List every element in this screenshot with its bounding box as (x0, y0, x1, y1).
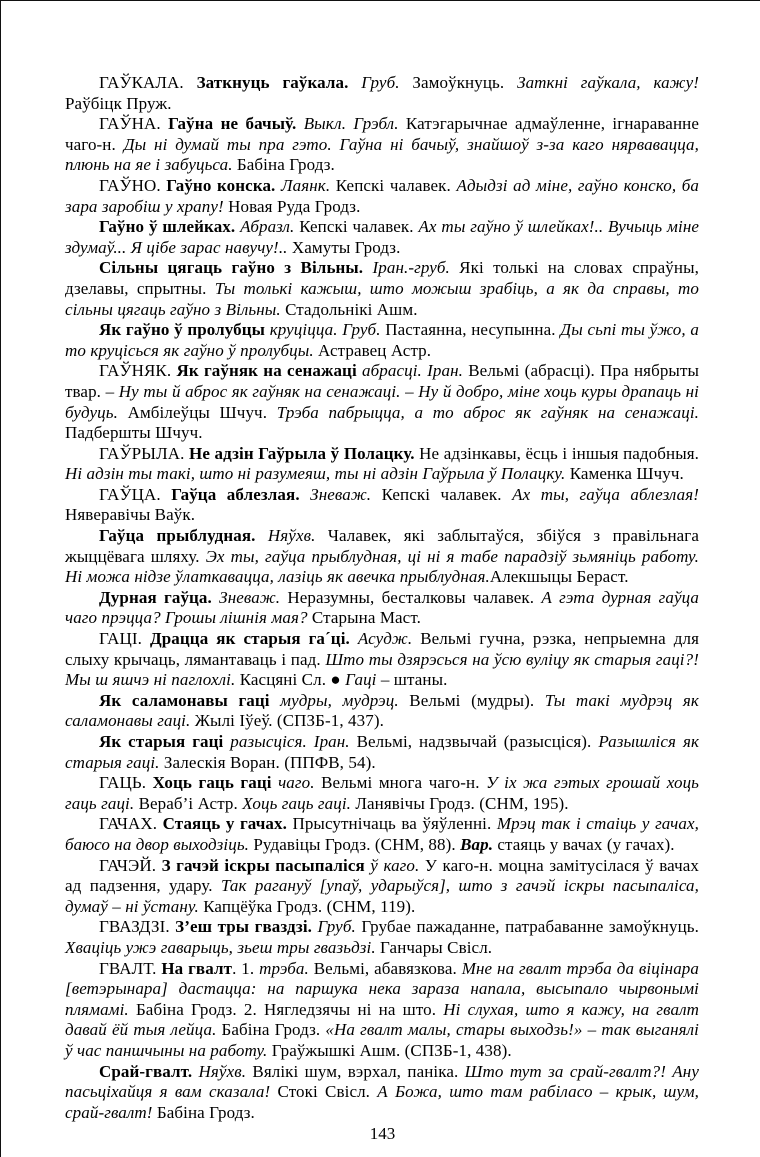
text-run: Як гаўняк на сенажаці (176, 361, 363, 381)
text-run: Няверавічы Ваўк. (65, 505, 196, 525)
text-run: Вельмі (мудры). (409, 690, 545, 710)
text-run: Ах ты, гаўца аблезлая! (512, 484, 699, 504)
text-run: Зневаж. (219, 587, 288, 607)
entry-paragraph (65, 732, 699, 773)
text-run: ГАЦЬ. (99, 773, 153, 793)
text-run: мудры, мудрэц. (280, 690, 410, 710)
entry-paragraph (65, 1062, 699, 1124)
text-run: Як саламонавы гаці (99, 690, 281, 710)
text-run: Хоць гаць гаці (152, 773, 279, 793)
text-run: Катэгарычнае адмаўленне, ігнараванне чаго-н. (65, 114, 699, 154)
text-run: Гаўно конска. (166, 175, 282, 195)
text-run: Капцёўка Гродз. (СНМ, 119). (203, 896, 416, 916)
entry-paragraph (65, 176, 699, 217)
text-run: Ты толькі кажыш, што можыш зрабіць, а як да справы, то сільны цягаць гаўно з Вільны. (65, 278, 699, 319)
entry-paragraph (65, 629, 699, 691)
text-run: Бабіна Гродз. 2. Нягледзячы ні на што. (135, 999, 444, 1019)
text-run: З гачэй іскры пасыпаліся (161, 855, 371, 875)
entry-paragraph (65, 814, 699, 855)
text-run: ГВАЛТ. (99, 958, 162, 978)
text-run: Як гаўно ў пролубцы (99, 320, 270, 340)
text-run: Разышліся як старыя гаці. (65, 732, 699, 772)
text-run: Няўхв. (267, 526, 328, 546)
text-run: Вялікі шум, вэрхал, паніка. (252, 1061, 465, 1081)
text-run: абрасці. Іран. (362, 361, 469, 381)
text-run: Груб. (317, 917, 362, 937)
text-run: Вельмі, абавязкова. (313, 958, 462, 978)
text-run: Абразл. (240, 217, 300, 237)
entry-paragraph (65, 217, 699, 258)
text-run: . 1. (232, 958, 260, 978)
text-run: Асудж. (357, 629, 421, 649)
text-run: Ды сьпі ты ўжо, а то круцісься як гаўно ў пролубцы. (65, 320, 700, 360)
text-run: Хоць гаць гаці. (242, 793, 356, 813)
text-run: Граўжышкі Ашм. (СПЗБ-1, 438). (271, 1040, 512, 1060)
text-run: Вельмі многа чаго-н. (321, 773, 487, 793)
text-run: На гвалт (161, 958, 233, 978)
text-run: Мне на гвалт трэба да віцінара [ветэрынара] дастацца: на паршука нека зараза напала, высыпало чырвонымі плямамі. (65, 958, 699, 1019)
text-run: ГАЧЭЙ. (99, 855, 162, 875)
text-run: разысціся. Іран. (230, 732, 357, 751)
text-run: Ды ні думай ты пра гэто. Гаўна ні бачыў, знайшоў з-за каго нярвавацца, плюнь на яе і забуцьса. (65, 134, 699, 175)
text-run: Гаўца аблезлая. (171, 484, 311, 504)
text-run: Каменка Шчуч. (569, 464, 684, 484)
text-run: Дурная гаўца. (99, 587, 220, 607)
text-run: «На гвалт малы, стары выходзь!» – так выганялі ў час паншчыны на работу. (65, 1020, 699, 1060)
text-run: Амбілеўцы Шчуч. (127, 402, 277, 422)
text-run: Новая Руда Гродз. (228, 196, 361, 216)
text-run: Рудавіцы Гродз. (СНМ, 88). (253, 834, 461, 854)
text-run: Касцяні Сл. ● (239, 670, 346, 690)
text-run: Чалавек, які заблытаўся, збіўся з правільнага жыццёвага шляху. (65, 526, 700, 566)
text-run: трэба. (259, 958, 314, 978)
text-run: ГАЎНЯК. (99, 361, 177, 381)
text-run: стаяць у вачах (у гачах). (497, 834, 675, 854)
text-run: Гаўно ў шлейках. (99, 217, 241, 237)
text-run: ГВАЗДЗІ. (99, 917, 176, 937)
text-run: Ні адзін ты такі, што ні разумеяш, ты ні адзін Гаўрыла ў Полацку. (65, 464, 570, 484)
text-run: Ланявічы Гродз. (СНМ, 195). (355, 793, 569, 813)
text-run: Зневаж. (310, 484, 382, 504)
text-run: А Божа, што там рабіласо – крык, шум, срай-гвалт! (65, 1082, 699, 1122)
text-run: Неразумны, бесталковы чалавек. (287, 587, 542, 607)
text-run: Прысутнічаць ва ўяўленні. (292, 814, 497, 834)
text-run: Ах ты гаўно ў шлейках!.. Вучыць міне здумаў... Я цібе зарас навучу!.. (65, 217, 700, 257)
text-run: Старына Маст. (311, 608, 421, 628)
text-run: Кепскі чалавек. (381, 484, 513, 504)
text-run: Ты такі мудрэц як саламонавы гаці. (65, 690, 699, 731)
text-run: Гаці (345, 670, 381, 690)
text-run: Стокі Свісл. (277, 1082, 378, 1102)
text-run: Які толькі на словах спраўны, дзелавы, спрытны. (65, 258, 699, 298)
text-run: Выкл. Грэбл. (303, 114, 406, 134)
entry-paragraph (65, 320, 699, 361)
text-run: Бабіна Гродз. (236, 155, 335, 175)
text-run: Стадольнікі Ашм. (285, 299, 418, 319)
entry-paragraph (65, 917, 699, 958)
text-run: Вар. (460, 834, 498, 854)
text-run: ГАЎКАЛА. (99, 73, 197, 92)
text-run: Вельмі гучна, рэзка, непрыемна для слыху крычаць, лямантаваць і пад. (65, 629, 700, 669)
text-run: Іран.-груб. (372, 258, 460, 278)
text-block (65, 73, 699, 1123)
text-run: Падбершты Шчуч. (65, 423, 203, 443)
text-run: Пастаянна, несупынна. (385, 320, 561, 340)
text-run: Грубае пажаданне, патрабаванне замоўкнуць. (361, 917, 699, 937)
text-run: Трэба пабрыцца, а то аброс як гаўняк на сенажаці. (276, 402, 699, 422)
text-run: Няўхв. (198, 1061, 253, 1081)
text-run: ГАЎНА. (99, 114, 169, 134)
text-run: Драцца як старыя га´ці. (149, 629, 358, 649)
text-run: Бабіна Гродз. (221, 1020, 326, 1040)
text-run: ГАЎНО. (99, 175, 167, 195)
text-run: Як старыя гаці (99, 732, 231, 751)
page-number: 143 (369, 1124, 396, 1144)
text-run: круціцца. Груб. (269, 320, 386, 340)
text-run: Хамуты Гродз. (291, 237, 401, 257)
text-run: Лаянк. (281, 175, 336, 195)
text-run: ў каго. (370, 855, 425, 875)
text-run: Не адзінкавы, ёсць і іншыя падобныя. (419, 443, 699, 463)
text-run: Так рагануў [упаў, ударыўся], што з гачэй іскры пасыпаліса, думаў – ні ўстану. (65, 876, 699, 916)
text-run: Мрэц так і стаіць у гачах, баюсо на двор выходзіць. (65, 814, 699, 854)
text-run: Вельмі (абрасці). Пра нябрыты твар. (65, 361, 700, 401)
text-run: Эх ты, гаўца прыблудная, ці ні я табе парадзіў зьмяніць работу. Ні можа нідзе ўлаткавацца, лазіць як авечка прыблудная. (65, 546, 699, 587)
text-run: Гаўна не бачыў. (168, 114, 304, 134)
text-run: Астравец Астр. (318, 340, 432, 360)
entry-paragraph (65, 526, 699, 588)
text-run: ГАЧАХ. (99, 814, 163, 834)
text-run: Што тут за срай-гвалт?! Ану пасьціхайця я вам сказала! (65, 1061, 699, 1102)
text-run: Алекшыцы Бераст. (489, 567, 629, 587)
text-run: Кепскі чалавек. (299, 217, 419, 237)
text-run: Кепскі чалавек. (335, 175, 457, 195)
text-run: Бабіна Гродз. (156, 1102, 255, 1122)
text-run: Залескія Воран. (ППФВ, 54). (163, 752, 376, 772)
text-run: Вельмі, надзвычай (разысціся). (356, 732, 599, 751)
text-run: Хваціць ужэ гаварыць, зьеш тры гвазьдзі. (65, 937, 381, 957)
text-run: ГАЎЦА. (99, 484, 172, 504)
text-run: У іх жа гэтых грошай хоць гаць гаці. (65, 773, 700, 813)
text-run: Што ты дзярэсься на ўсю вуліцу як старыя гаці?! Мы ш яшчэ ні паглохлі. (65, 649, 699, 690)
text-run: – Ну ты й аброс як гаўняк на сенажаці. – Ну й добро, міне хоць куры драпаць ні будуць. (65, 381, 699, 422)
text-run: Срай-гвалт. (99, 1061, 199, 1081)
text-run: Раўбіцк Пруж. (65, 93, 172, 113)
text-run: Заткні гаўкала, кажу! (517, 73, 699, 92)
entry-paragraph (65, 444, 699, 485)
entry-paragraph (65, 114, 699, 176)
entry-paragraph (65, 856, 699, 918)
text-run: Заткнуць гаўкала. (196, 73, 362, 92)
text-run: ГАЦІ. (99, 629, 150, 649)
text-run: чаго. (278, 773, 322, 793)
text-run: Вераб’і Астр. (138, 793, 243, 813)
text-run: Ні слухая, што я кажу, на гвалт давай ёй тыя лейца. (65, 999, 699, 1040)
text-run: – штаны. (380, 670, 448, 690)
text-run: Не адзін Гаўрыла ў Полацку. (189, 443, 420, 463)
entry-paragraph (65, 73, 699, 114)
text-run: А гэта дурная гаўца чаго прэцца? Грошы лішнія мая? (65, 587, 700, 628)
entry-paragraph (65, 588, 699, 629)
entry-paragraph (65, 361, 699, 443)
text-run: Груб. (361, 73, 413, 92)
text-run: Стаяць у гачах. (162, 814, 293, 834)
text-run: Гаўца прыблудная. (99, 526, 268, 546)
entry-paragraph (65, 959, 699, 1062)
text-run: Замоўкнуць. (412, 73, 518, 92)
text-run: Жылі Іўеў. (СПЗБ-1, 437). (194, 711, 384, 731)
entry-paragraph (65, 258, 699, 320)
text-run: У каго-н. моцна замітусілася ў вачах ад падзення, удару. (65, 855, 700, 896)
text-run: Ганчары Свісл. (380, 937, 493, 957)
text-run: З’еш тры гваздзі. (175, 917, 318, 937)
text-run: ГАЎРЫЛА. (99, 443, 190, 463)
text-run: Сільны цягаць гаўно з Вільны. (99, 258, 373, 278)
text-run: Адыдзі ад міне, гаўно конско, ба зара заробіш у храпу! (65, 175, 700, 216)
entry-paragraph (65, 691, 699, 732)
entry-paragraph (65, 485, 699, 526)
entry-paragraph (65, 773, 699, 814)
